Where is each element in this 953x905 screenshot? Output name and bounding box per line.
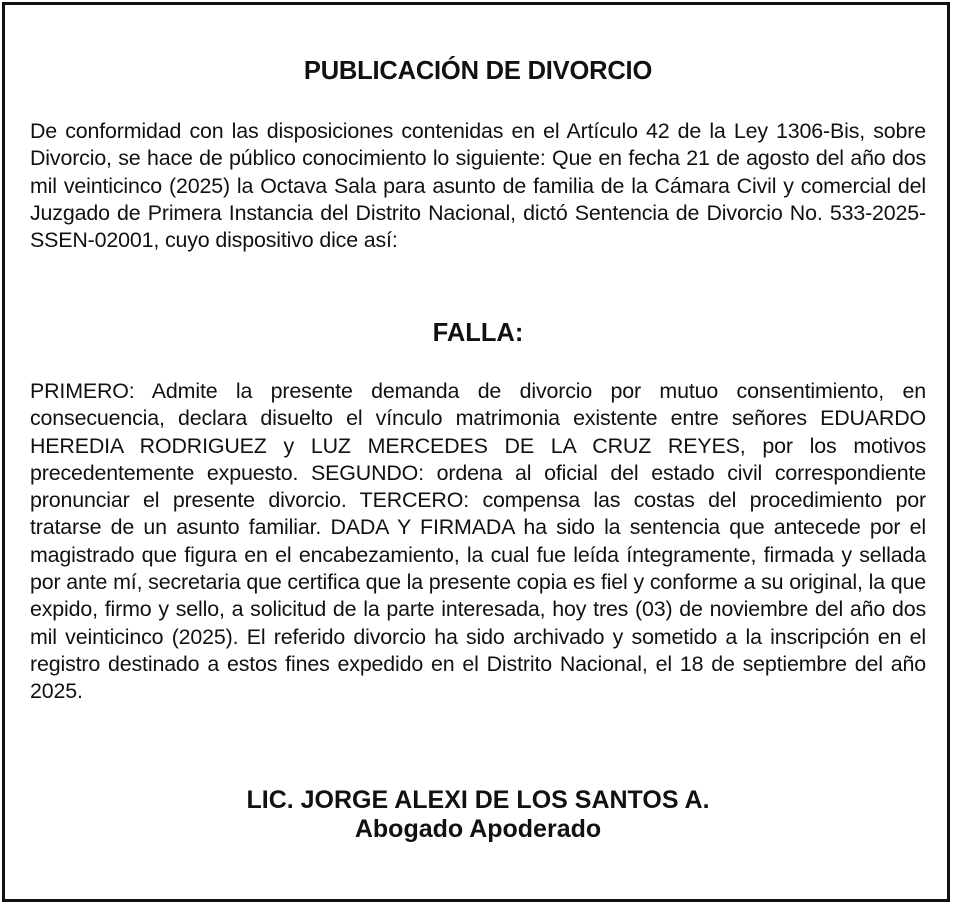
ruling-paragraph: PRIMERO: Admite la presente demanda de divorcio por mutuo consentimiento, en consecuencia, declara disuelto el vínculo matrimonia existente entre señores EDUARDO HEREDIA RODRIGUEZ y LUZ MERCEDES DE LA CRUZ REYES, por los motivos precedentemente expuesto. SEGUNDO: ordena al oficial del estado civil correspondiente pronunciar el presente divorcio. TERCERO: compensa las costas del procedimiento por tratarse de un asunto familiar. DADA Y FIRMADA ha sido la sentencia que antecede por el magistrado que figura en el encabezamiento, la cual fue leída íntegramente, firmada y sellada por ante mí, secretaria que certifica que la presente copia es fiel y conforme a su original, la que expido, firmo y sello, a solicitud de la parte interesada, hoy tres (03) de noviembre del año dos mil veinticinco (2025). El referido divorcio ha sido archivado y sometido a la inscripción en el registro destinado a estos fines expedido en el Distrito Nacional, el 18 de septiembre del año 2025.	[30, 379, 926, 704]
falla-heading: FALLA:	[432, 319, 524, 347]
signatory-name: LIC. JORGE ALEXI DE LOS SANTOS A.	[246, 786, 710, 814]
signature-block	[30, 786, 926, 844]
intro-paragraph: De conformidad con las disposiciones contenidas en el Artículo 42 de la Ley 1306-Bis, sobre Divorcio, se hace de público conocimiento lo siguiente: Que en fecha 21 de agosto del año dos mil veinticinco (2025) la Octava Sala para asunto de familia de la Cámara Civil y comercial del Juzgado de Primera Instancia del Distrito Nacional, dictó Sentencia de Divorcio No. 533-2025-SSEN-02001, cuyo dispositivo dice así:	[30, 119, 926, 253]
notice-frame	[2, 2, 950, 902]
signatory-role: Abogado Apoderado	[354, 815, 602, 843]
notice-title: PUBLICACIÓN DE DIVORCIO	[303, 57, 653, 85]
